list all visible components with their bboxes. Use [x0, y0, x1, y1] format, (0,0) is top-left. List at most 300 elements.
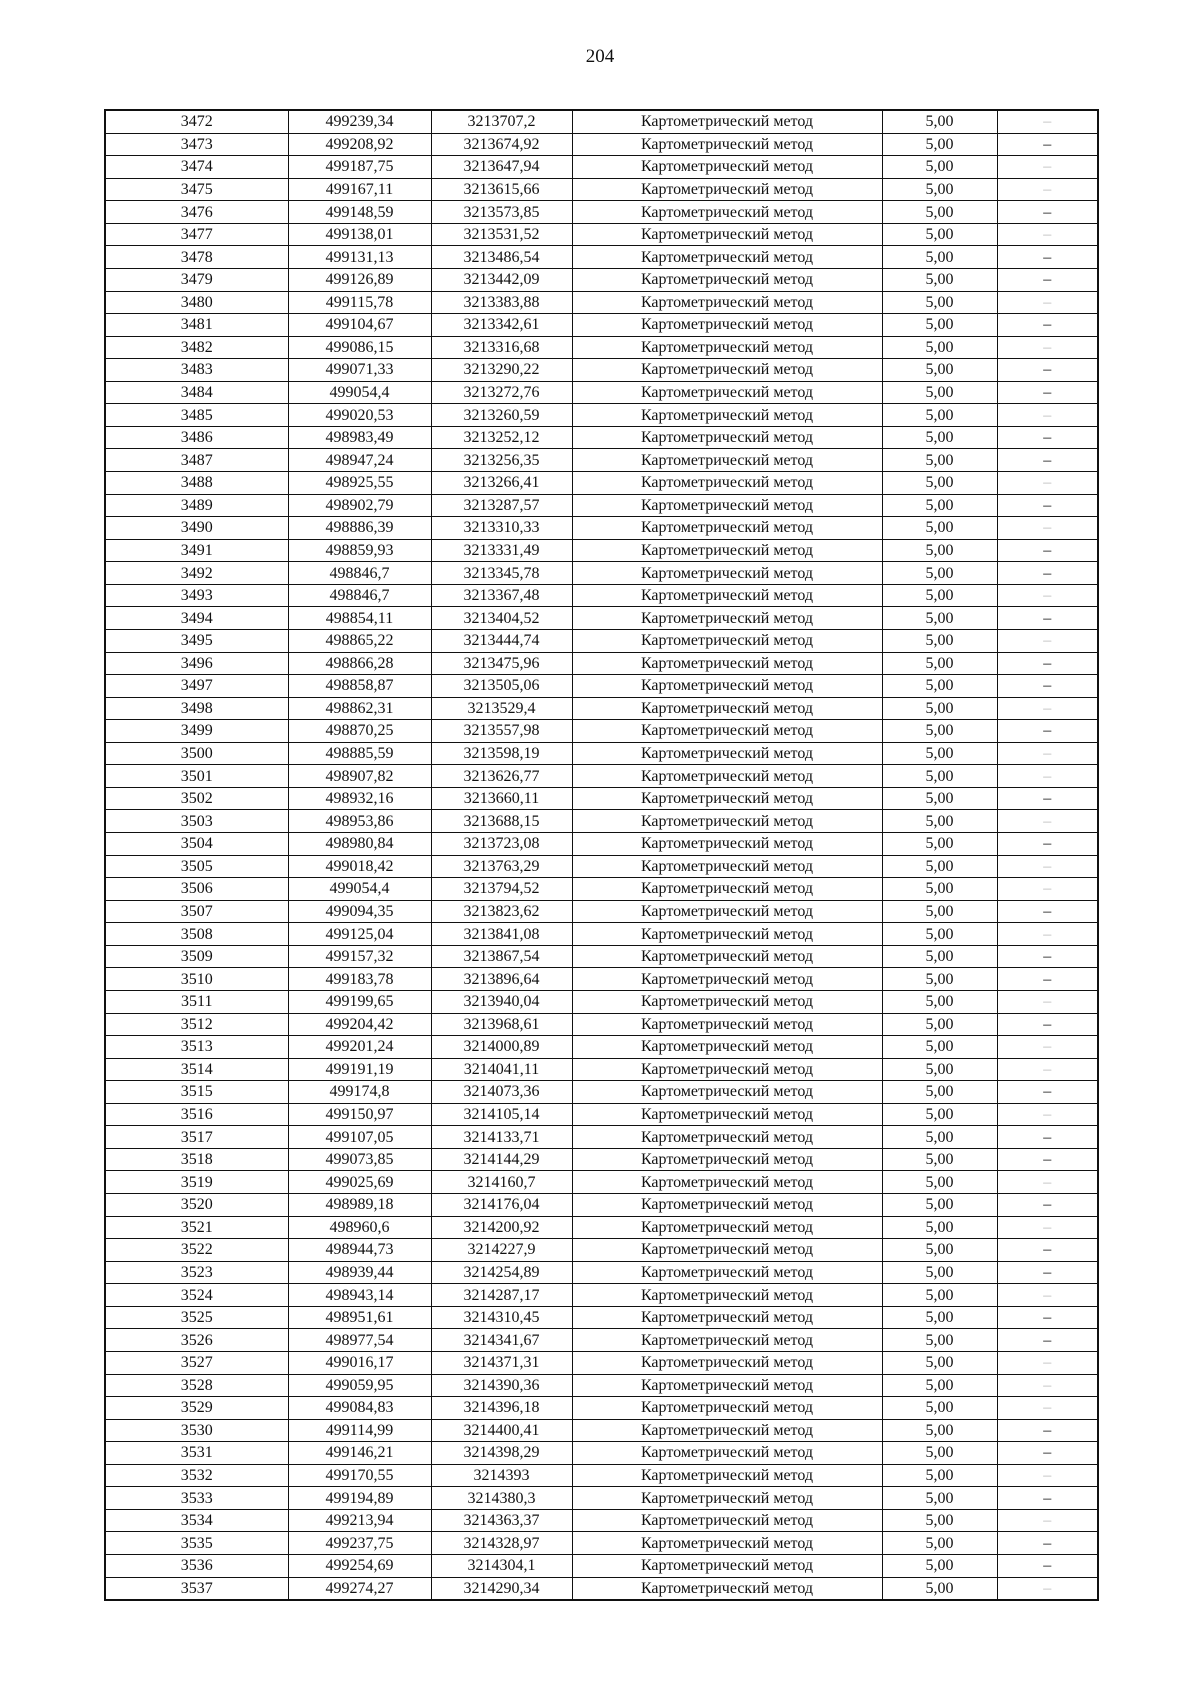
method-cell: Картометрический метод	[572, 1532, 882, 1555]
method-cell: Картометрический метод	[572, 1036, 882, 1059]
x-coordinate-cell: 498947,24	[288, 449, 431, 472]
table-row	[105, 1306, 1098, 1329]
table-row	[105, 1555, 1098, 1578]
y-coordinate-cell: 3213266,41	[431, 472, 572, 495]
note-cell: –	[997, 246, 1098, 269]
table-row	[105, 1487, 1098, 1510]
error-cell: 5,00	[882, 449, 997, 472]
y-coordinate-cell: 3214133,71	[431, 1126, 572, 1149]
note-cell: –	[997, 178, 1098, 201]
x-coordinate-cell: 499054,4	[288, 878, 431, 901]
error-cell: 5,00	[882, 1081, 997, 1104]
error-cell: 5,00	[882, 1058, 997, 1081]
error-cell: 5,00	[882, 562, 997, 585]
error-cell: 5,00	[882, 381, 997, 404]
table-row	[105, 1351, 1098, 1374]
error-cell: 5,00	[882, 968, 997, 991]
note-cell: –	[997, 1509, 1098, 1532]
x-coordinate-cell: 498885,59	[288, 742, 431, 765]
x-coordinate-cell: 498939,44	[288, 1261, 431, 1284]
table-row	[105, 1397, 1098, 1420]
error-cell: 5,00	[882, 517, 997, 540]
y-coordinate-cell: 3213260,59	[431, 404, 572, 427]
table-row	[105, 246, 1098, 269]
method-cell: Картометрический метод	[572, 1329, 882, 1352]
error-cell: 5,00	[882, 133, 997, 156]
y-coordinate-cell: 3213557,98	[431, 720, 572, 743]
note-cell: –	[997, 720, 1098, 743]
method-cell: Картометрический метод	[572, 223, 882, 246]
table-row	[105, 810, 1098, 833]
error-cell: 5,00	[882, 1532, 997, 1555]
point-number-cell: 3476	[105, 201, 288, 224]
error-cell: 5,00	[882, 1194, 997, 1217]
point-number-cell: 3511	[105, 990, 288, 1013]
y-coordinate-cell: 3213968,61	[431, 1013, 572, 1036]
table-row	[105, 968, 1098, 991]
y-coordinate-cell: 3214380,3	[431, 1487, 572, 1510]
x-coordinate-cell: 499213,94	[288, 1509, 431, 1532]
table-row	[105, 539, 1098, 562]
x-coordinate-cell: 499150,97	[288, 1103, 431, 1126]
point-number-cell: 3480	[105, 291, 288, 314]
y-coordinate-cell: 3213531,52	[431, 223, 572, 246]
table-row	[105, 652, 1098, 675]
error-cell: 5,00	[882, 1555, 997, 1578]
point-number-cell: 3508	[105, 923, 288, 946]
table-row	[105, 1374, 1098, 1397]
error-cell: 5,00	[882, 359, 997, 382]
method-cell: Картометрический метод	[572, 268, 882, 291]
x-coordinate-cell: 498865,22	[288, 629, 431, 652]
point-number-cell: 3483	[105, 359, 288, 382]
method-cell: Картометрический метод	[572, 1464, 882, 1487]
x-coordinate-cell: 499138,01	[288, 223, 431, 246]
y-coordinate-cell: 3214390,36	[431, 1374, 572, 1397]
method-cell: Картометрический метод	[572, 562, 882, 585]
note-cell: –	[997, 562, 1098, 585]
point-number-cell: 3516	[105, 1103, 288, 1126]
y-coordinate-cell: 3213841,08	[431, 923, 572, 946]
note-cell: –	[997, 1148, 1098, 1171]
x-coordinate-cell: 499115,78	[288, 291, 431, 314]
x-coordinate-cell: 499183,78	[288, 968, 431, 991]
y-coordinate-cell: 3213707,2	[431, 110, 572, 133]
table-row	[105, 1036, 1098, 1059]
y-coordinate-cell: 3213674,92	[431, 133, 572, 156]
point-number-cell: 3507	[105, 900, 288, 923]
method-cell: Картометрический метод	[572, 381, 882, 404]
x-coordinate-cell: 499126,89	[288, 268, 431, 291]
x-coordinate-cell: 499157,32	[288, 945, 431, 968]
y-coordinate-cell: 3213598,19	[431, 742, 572, 765]
x-coordinate-cell: 499018,42	[288, 855, 431, 878]
table-row	[105, 178, 1098, 201]
y-coordinate-cell: 3213823,62	[431, 900, 572, 923]
y-coordinate-cell: 3213475,96	[431, 652, 572, 675]
table-row	[105, 449, 1098, 472]
x-coordinate-cell: 499191,19	[288, 1058, 431, 1081]
error-cell: 5,00	[882, 1397, 997, 1420]
error-cell: 5,00	[882, 1148, 997, 1171]
y-coordinate-cell: 3213367,48	[431, 584, 572, 607]
table-row	[105, 336, 1098, 359]
method-cell: Картометрический метод	[572, 1577, 882, 1600]
x-coordinate-cell: 499086,15	[288, 336, 431, 359]
method-cell: Картометрический метод	[572, 517, 882, 540]
x-coordinate-cell: 498862,31	[288, 697, 431, 720]
y-coordinate-cell: 3214328,97	[431, 1532, 572, 1555]
method-cell: Картометрический метод	[572, 1058, 882, 1081]
note-cell: –	[997, 359, 1098, 382]
error-cell: 5,00	[882, 223, 997, 246]
x-coordinate-cell: 499274,27	[288, 1577, 431, 1600]
x-coordinate-cell: 499239,34	[288, 110, 431, 133]
y-coordinate-cell: 3213383,88	[431, 291, 572, 314]
point-number-cell: 3526	[105, 1329, 288, 1352]
table-row	[105, 1261, 1098, 1284]
y-coordinate-cell: 3213723,08	[431, 833, 572, 856]
point-number-cell: 3501	[105, 765, 288, 788]
point-number-cell: 3475	[105, 178, 288, 201]
x-coordinate-cell: 499208,92	[288, 133, 431, 156]
error-cell: 5,00	[882, 1442, 997, 1465]
point-number-cell: 3494	[105, 607, 288, 630]
coordinates-table	[104, 109, 1099, 1601]
table-row	[105, 1171, 1098, 1194]
error-cell: 5,00	[882, 584, 997, 607]
y-coordinate-cell: 3214227,9	[431, 1239, 572, 1262]
point-number-cell: 3486	[105, 426, 288, 449]
note-cell: –	[997, 1464, 1098, 1487]
error-cell: 5,00	[882, 1284, 997, 1307]
x-coordinate-cell: 499020,53	[288, 404, 431, 427]
point-number-cell: 3520	[105, 1194, 288, 1217]
table-row	[105, 833, 1098, 856]
y-coordinate-cell: 3214073,36	[431, 1081, 572, 1104]
method-cell: Картометрический метод	[572, 494, 882, 517]
x-coordinate-cell: 499125,04	[288, 923, 431, 946]
table-row	[105, 675, 1098, 698]
note-cell: –	[997, 1419, 1098, 1442]
point-number-cell: 3491	[105, 539, 288, 562]
method-cell: Картометрический метод	[572, 359, 882, 382]
table-row	[105, 1577, 1098, 1600]
error-cell: 5,00	[882, 1171, 997, 1194]
error-cell: 5,00	[882, 110, 997, 133]
x-coordinate-cell: 499187,75	[288, 156, 431, 179]
point-number-cell: 3492	[105, 562, 288, 585]
y-coordinate-cell: 3213626,77	[431, 765, 572, 788]
note-cell: –	[997, 1397, 1098, 1420]
method-cell: Картометрический метод	[572, 742, 882, 765]
method-cell: Картометрический метод	[572, 1419, 882, 1442]
error-cell: 5,00	[882, 1329, 997, 1352]
point-number-cell: 3529	[105, 1397, 288, 1420]
y-coordinate-cell: 3214393	[431, 1464, 572, 1487]
point-number-cell: 3503	[105, 810, 288, 833]
note-cell: –	[997, 201, 1098, 224]
error-cell: 5,00	[882, 178, 997, 201]
error-cell: 5,00	[882, 472, 997, 495]
note-cell: –	[997, 1306, 1098, 1329]
x-coordinate-cell: 499254,69	[288, 1555, 431, 1578]
method-cell: Картометрический метод	[572, 1306, 882, 1329]
error-cell: 5,00	[882, 810, 997, 833]
method-cell: Картометрический метод	[572, 1216, 882, 1239]
table-row	[105, 517, 1098, 540]
error-cell: 5,00	[882, 720, 997, 743]
x-coordinate-cell: 498925,55	[288, 472, 431, 495]
method-cell: Картометрический метод	[572, 539, 882, 562]
method-cell: Картометрический метод	[572, 1081, 882, 1104]
table-row	[105, 156, 1098, 179]
y-coordinate-cell: 3214363,37	[431, 1509, 572, 1532]
point-number-cell: 3497	[105, 675, 288, 698]
table-row	[105, 359, 1098, 382]
method-cell: Картометрический метод	[572, 900, 882, 923]
error-cell: 5,00	[882, 742, 997, 765]
note-cell: –	[997, 1261, 1098, 1284]
point-number-cell: 3490	[105, 517, 288, 540]
point-number-cell: 3484	[105, 381, 288, 404]
y-coordinate-cell: 3214105,14	[431, 1103, 572, 1126]
method-cell: Картометрический метод	[572, 314, 882, 337]
y-coordinate-cell: 3213896,64	[431, 968, 572, 991]
table-row	[105, 900, 1098, 923]
table-row	[105, 110, 1098, 133]
x-coordinate-cell: 498858,87	[288, 675, 431, 698]
method-cell: Картометрический метод	[572, 1284, 882, 1307]
error-cell: 5,00	[882, 201, 997, 224]
method-cell: Картометрический метод	[572, 833, 882, 856]
note-cell: –	[997, 1442, 1098, 1465]
note-cell: –	[997, 1194, 1098, 1217]
error-cell: 5,00	[882, 1509, 997, 1532]
error-cell: 5,00	[882, 1419, 997, 1442]
y-coordinate-cell: 3213647,94	[431, 156, 572, 179]
note-cell: –	[997, 223, 1098, 246]
error-cell: 5,00	[882, 494, 997, 517]
error-cell: 5,00	[882, 765, 997, 788]
y-coordinate-cell: 3214400,41	[431, 1419, 572, 1442]
method-cell: Картометрический метод	[572, 1171, 882, 1194]
note-cell: –	[997, 607, 1098, 630]
note-cell: –	[997, 381, 1098, 404]
method-cell: Картометрический метод	[572, 449, 882, 472]
method-cell: Картометрический метод	[572, 1148, 882, 1171]
method-cell: Картометрический метод	[572, 1261, 882, 1284]
error-cell: 5,00	[882, 336, 997, 359]
note-cell: –	[997, 336, 1098, 359]
point-number-cell: 3500	[105, 742, 288, 765]
note-cell: –	[997, 1171, 1098, 1194]
note-cell: –	[997, 494, 1098, 517]
point-number-cell: 3531	[105, 1442, 288, 1465]
note-cell: –	[997, 1216, 1098, 1239]
x-coordinate-cell: 499148,59	[288, 201, 431, 224]
error-cell: 5,00	[882, 404, 997, 427]
method-cell: Картометрический метод	[572, 765, 882, 788]
note-cell: –	[997, 1036, 1098, 1059]
x-coordinate-cell: 498944,73	[288, 1239, 431, 1262]
note-cell: –	[997, 1351, 1098, 1374]
note-cell: –	[997, 945, 1098, 968]
note-cell: –	[997, 923, 1098, 946]
x-coordinate-cell: 498980,84	[288, 833, 431, 856]
table-row	[105, 1148, 1098, 1171]
point-number-cell: 3473	[105, 133, 288, 156]
error-cell: 5,00	[882, 1239, 997, 1262]
method-cell: Картометрический метод	[572, 426, 882, 449]
method-cell: Картометрический метод	[572, 1442, 882, 1465]
note-cell: –	[997, 133, 1098, 156]
x-coordinate-cell: 499071,33	[288, 359, 431, 382]
x-coordinate-cell: 498886,39	[288, 517, 431, 540]
method-cell: Картометрический метод	[572, 156, 882, 179]
method-cell: Картометрический метод	[572, 787, 882, 810]
table-row	[105, 472, 1098, 495]
x-coordinate-cell: 499174,8	[288, 1081, 431, 1104]
note-cell: –	[997, 787, 1098, 810]
x-coordinate-cell: 498953,86	[288, 810, 431, 833]
table-row	[105, 720, 1098, 743]
point-number-cell: 3535	[105, 1532, 288, 1555]
error-cell: 5,00	[882, 1306, 997, 1329]
point-number-cell: 3519	[105, 1171, 288, 1194]
table-row	[105, 607, 1098, 630]
y-coordinate-cell: 3213529,4	[431, 697, 572, 720]
point-number-cell: 3513	[105, 1036, 288, 1059]
x-coordinate-cell: 499131,13	[288, 246, 431, 269]
error-cell: 5,00	[882, 878, 997, 901]
method-cell: Картометрический метод	[572, 923, 882, 946]
table-row	[105, 787, 1098, 810]
method-cell: Картометрический метод	[572, 178, 882, 201]
y-coordinate-cell: 3214254,89	[431, 1261, 572, 1284]
x-coordinate-cell: 499194,89	[288, 1487, 431, 1510]
y-coordinate-cell: 3214290,34	[431, 1577, 572, 1600]
note-cell: –	[997, 426, 1098, 449]
table-row	[105, 742, 1098, 765]
table-row	[105, 855, 1098, 878]
point-number-cell: 3496	[105, 652, 288, 675]
note-cell: –	[997, 314, 1098, 337]
method-cell: Картометрический метод	[572, 855, 882, 878]
error-cell: 5,00	[882, 855, 997, 878]
point-number-cell: 3515	[105, 1081, 288, 1104]
note-cell: –	[997, 1374, 1098, 1397]
y-coordinate-cell: 3213444,74	[431, 629, 572, 652]
error-cell: 5,00	[882, 1351, 997, 1374]
x-coordinate-cell: 499025,69	[288, 1171, 431, 1194]
coordinates-table-body	[105, 110, 1098, 1600]
table-row	[105, 1284, 1098, 1307]
x-coordinate-cell: 498846,7	[288, 584, 431, 607]
method-cell: Картометрический метод	[572, 584, 882, 607]
note-cell: –	[997, 629, 1098, 652]
note-cell: –	[997, 110, 1098, 133]
note-cell: –	[997, 584, 1098, 607]
y-coordinate-cell: 3213256,35	[431, 449, 572, 472]
method-cell: Картометрический метод	[572, 1487, 882, 1510]
note-cell: –	[997, 697, 1098, 720]
point-number-cell: 3533	[105, 1487, 288, 1510]
point-number-cell: 3485	[105, 404, 288, 427]
x-coordinate-cell: 499054,4	[288, 381, 431, 404]
error-cell: 5,00	[882, 1103, 997, 1126]
method-cell: Картометрический метод	[572, 404, 882, 427]
x-coordinate-cell: 498989,18	[288, 1194, 431, 1217]
y-coordinate-cell: 3214396,18	[431, 1397, 572, 1420]
point-number-cell: 3512	[105, 1013, 288, 1036]
point-number-cell: 3537	[105, 1577, 288, 1600]
method-cell: Картометрический метод	[572, 201, 882, 224]
note-cell: –	[997, 652, 1098, 675]
y-coordinate-cell: 3214310,45	[431, 1306, 572, 1329]
x-coordinate-cell: 498859,93	[288, 539, 431, 562]
point-number-cell: 3505	[105, 855, 288, 878]
note-cell: –	[997, 1487, 1098, 1510]
point-number-cell: 3504	[105, 833, 288, 856]
method-cell: Картометрический метод	[572, 629, 882, 652]
y-coordinate-cell: 3214371,31	[431, 1351, 572, 1374]
error-cell: 5,00	[882, 539, 997, 562]
error-cell: 5,00	[882, 923, 997, 946]
note-cell: –	[997, 675, 1098, 698]
note-cell: –	[997, 404, 1098, 427]
error-cell: 5,00	[882, 1577, 997, 1600]
x-coordinate-cell: 499167,11	[288, 178, 431, 201]
x-coordinate-cell: 499104,67	[288, 314, 431, 337]
point-number-cell: 3472	[105, 110, 288, 133]
note-cell: –	[997, 1013, 1098, 1036]
x-coordinate-cell: 499114,99	[288, 1419, 431, 1442]
note-cell: –	[997, 1284, 1098, 1307]
method-cell: Картометрический метод	[572, 1013, 882, 1036]
error-cell: 5,00	[882, 675, 997, 698]
method-cell: Картометрический метод	[572, 1239, 882, 1262]
note-cell: –	[997, 539, 1098, 562]
x-coordinate-cell: 499094,35	[288, 900, 431, 923]
x-coordinate-cell: 499073,85	[288, 1148, 431, 1171]
y-coordinate-cell: 3213615,66	[431, 178, 572, 201]
error-cell: 5,00	[882, 246, 997, 269]
note-cell: –	[997, 968, 1098, 991]
y-coordinate-cell: 3214398,29	[431, 1442, 572, 1465]
x-coordinate-cell: 499146,21	[288, 1442, 431, 1465]
table-row	[105, 381, 1098, 404]
x-coordinate-cell: 498960,6	[288, 1216, 431, 1239]
point-number-cell: 3498	[105, 697, 288, 720]
y-coordinate-cell: 3213688,15	[431, 810, 572, 833]
method-cell: Картометрический метод	[572, 246, 882, 269]
point-number-cell: 3524	[105, 1284, 288, 1307]
error-cell: 5,00	[882, 1261, 997, 1284]
x-coordinate-cell: 498866,28	[288, 652, 431, 675]
point-number-cell: 3493	[105, 584, 288, 607]
x-coordinate-cell: 498932,16	[288, 787, 431, 810]
error-cell: 5,00	[882, 607, 997, 630]
error-cell: 5,00	[882, 1464, 997, 1487]
note-cell: –	[997, 1239, 1098, 1262]
table-row	[105, 1013, 1098, 1036]
method-cell: Картометрический метод	[572, 110, 882, 133]
table-row	[105, 584, 1098, 607]
note-cell: –	[997, 517, 1098, 540]
table-row	[105, 1126, 1098, 1149]
method-cell: Картометрический метод	[572, 652, 882, 675]
